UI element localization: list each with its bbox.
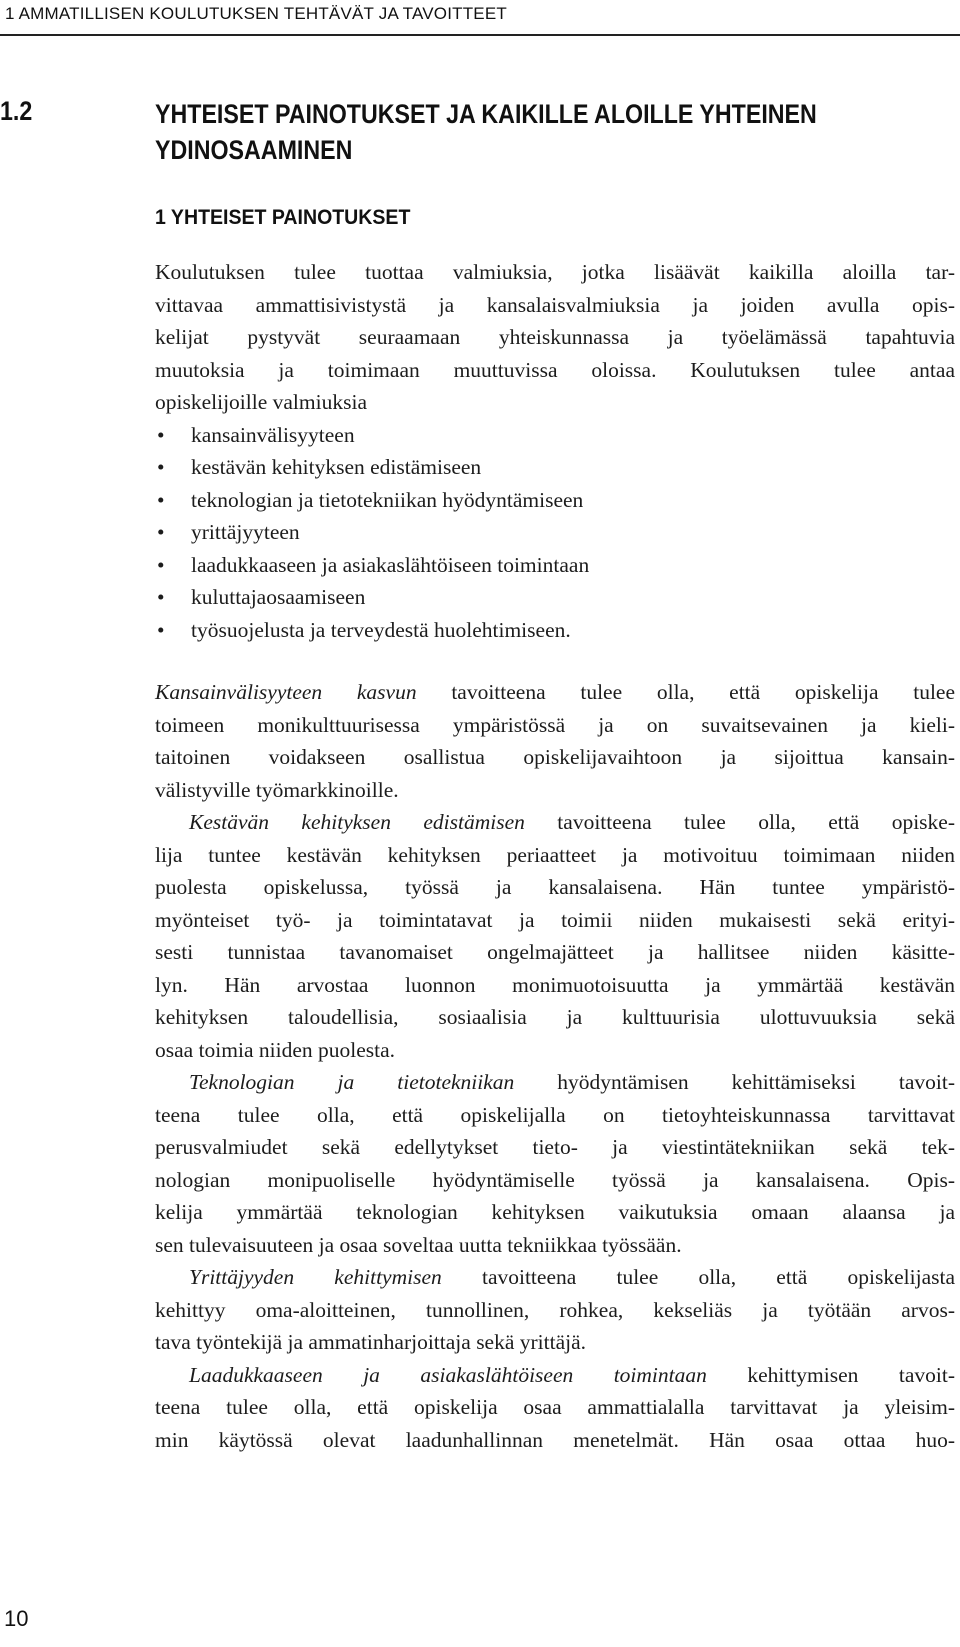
page-number: 10 (4, 1606, 29, 1631)
paragraph-first-line (155, 1359, 955, 1392)
text-line: nologian monipuoliselle hyödyntämiselle työssä ja kansalaisena. Opis- (155, 1167, 955, 1192)
bullet-text: teknologian ja tietotekniikan hyödyntämiseen (191, 487, 584, 512)
text-line: perusvalmiudet sekä edellytykset tieto- ja viestintätekniikan sekä tek- (155, 1135, 955, 1159)
paragraph-first-line (155, 1066, 955, 1099)
bullet-text: kansainvälisyyteen (191, 422, 355, 447)
text-run: tavoitteena tulee olla, että opiskelija tulee (416, 680, 956, 704)
text-line: tava työntekijä ja ammatinharjoittaja sekä yrittäjä. (155, 1330, 587, 1354)
bullet-text: työsuojelusta ja terveydestä huolehtimiseen. (191, 617, 571, 642)
paragraph-first-line (155, 806, 955, 839)
text-line: kelija ymmärtää teknologian kehityksen vaikutuksia omaan alaansa ja (155, 1200, 955, 1224)
bullet-icon: • (157, 487, 165, 512)
subsection-title: 1 YHTEISET PAINOTUKSET (155, 206, 411, 229)
italic-lead: Kansainvälisyyteen kasvun (155, 680, 417, 704)
bullet-text: laadukkaaseen ja asiakaslähtöiseen toimintaan (191, 552, 590, 577)
bullet-text: kuluttajaosaamiseen (191, 585, 366, 609)
bullet-item (155, 484, 955, 517)
text-line: vittavaa ammattisivistystä ja kansalaisvalmiuksia ja joiden avulla opis- (155, 292, 955, 317)
bullet-item (155, 451, 955, 484)
section-number: 1.2 (0, 96, 33, 126)
intro-paragraph (155, 256, 955, 646)
text-line: lyn. Hän arvostaa luonnon monimuotoisuutta ja ymmärtää kestävän (155, 972, 955, 997)
section-title (155, 96, 843, 168)
text-line: toimeen monikulttuurisessa ympäristössä ja on suvaitsevainen ja kieli- (155, 712, 955, 737)
paragraph-first-line (155, 1261, 955, 1294)
text-line: teena tulee olla, että opiskelijalla on tietoyhteiskunnassa tarvittavat (155, 1102, 955, 1127)
text-run: tavoitteena tulee olla, että opiske- (524, 810, 955, 834)
text-line: kehityksen taloudellisia, sosiaalisia ja kulttuurisia ulottuvuuksia sekä (155, 1005, 955, 1029)
italic-lead: Laadukkaaseen ja asiakaslähtöiseen toimintaan (189, 1362, 707, 1387)
text-line: muutoksia ja toimimaan muuttuvissa oloissa. Koulutuksen tulee antaa (155, 357, 955, 382)
running-header: 1 AMMATILLISEN KOULUTUKSEN TEHTÄVÄT JA TAVOITTEET (5, 4, 507, 23)
bullet-item (155, 516, 955, 549)
italic-lead: Yrittäjyyden kehittymisen (189, 1265, 442, 1289)
bullet-icon: • (157, 585, 165, 609)
text-run: hyödyntämisen kehittämiseksi tavoit- (514, 1070, 955, 1094)
text-line: taitoinen voidakseen osallistua opiskelijavaihtoon ja sijoittua kansain- (155, 745, 955, 769)
bullet-item (155, 614, 955, 647)
text-line: min käytössä olevat laadunhallinnan menetelmät. Hän osaa ottaa huo- (155, 1427, 955, 1452)
text-line: puolesta opiskelussa, työssä ja kansalaisena. Hän tuntee ympäristö- (155, 875, 955, 899)
paragraph-first-line (155, 676, 955, 709)
italic-lead: Kestävän kehityksen edistämisen (189, 810, 525, 834)
text-line: opiskelijoille valmiuksia (155, 390, 367, 414)
bullet-icon: • (157, 552, 165, 577)
header-rule (0, 34, 960, 36)
text-run: tavoitteena tulee olla, että opiskelijasta (441, 1265, 955, 1289)
text-line: kehittyy oma-aloitteinen, tunnollinen, rohkea, kekseliäs ja työtään arvos- (155, 1297, 955, 1322)
text-run: kehittymisen tavoit- (706, 1362, 955, 1387)
text-line: lija tuntee kestävän kehityksen periaatteet ja motivoituu toimimaan niiden (155, 842, 955, 867)
bullet-item (155, 581, 955, 614)
text-line: myönteiset työ- ja toimintatavat ja toimii niiden mukaisesti sekä erityi- (155, 907, 955, 932)
bullet-icon: • (157, 422, 165, 447)
text-line: osaa toimia niiden puolesta. (155, 1037, 396, 1062)
body-paragraphs (155, 676, 955, 1456)
text-line: välistyville työmarkkinoille. (155, 777, 399, 802)
bullet-text: kestävän kehityksen edistämiseen (191, 455, 482, 479)
bullet-text: yrittäjyyteen (191, 520, 300, 544)
text-line: sen tulevaisuuteen ja osaa soveltaa uutta tekniikkaa työssään. (155, 1232, 682, 1257)
italic-lead: Teknologian ja tietotekniikan (189, 1070, 515, 1094)
bullet-item (155, 419, 955, 452)
text-line: sesti tunnistaa tavanomaiset ongelmajätteet ja hallitsee niiden käsitte- (155, 940, 955, 964)
bullet-item (155, 549, 955, 582)
text-line: kelijat pystyvät seuraamaan yhteiskunnassa ja työelämässä tapahtuvia (155, 325, 955, 349)
text-line: Koulutuksen tulee tuottaa valmiuksia, jotka lisäävät kaikilla aloilla tar- (155, 260, 955, 284)
text-line: teena tulee olla, että opiskelija osaa ammattialalla tarvittavat ja yleisim- (155, 1395, 955, 1419)
bullet-icon: • (157, 520, 165, 544)
section-title-line: YHTEISET PAINOTUKSET JA KAIKILLE ALOILLE YHTEINEN (155, 99, 817, 129)
section-title-line: YDINOSAAMINEN (155, 135, 353, 165)
bullet-icon: • (157, 617, 165, 642)
bullet-icon: • (157, 455, 165, 479)
